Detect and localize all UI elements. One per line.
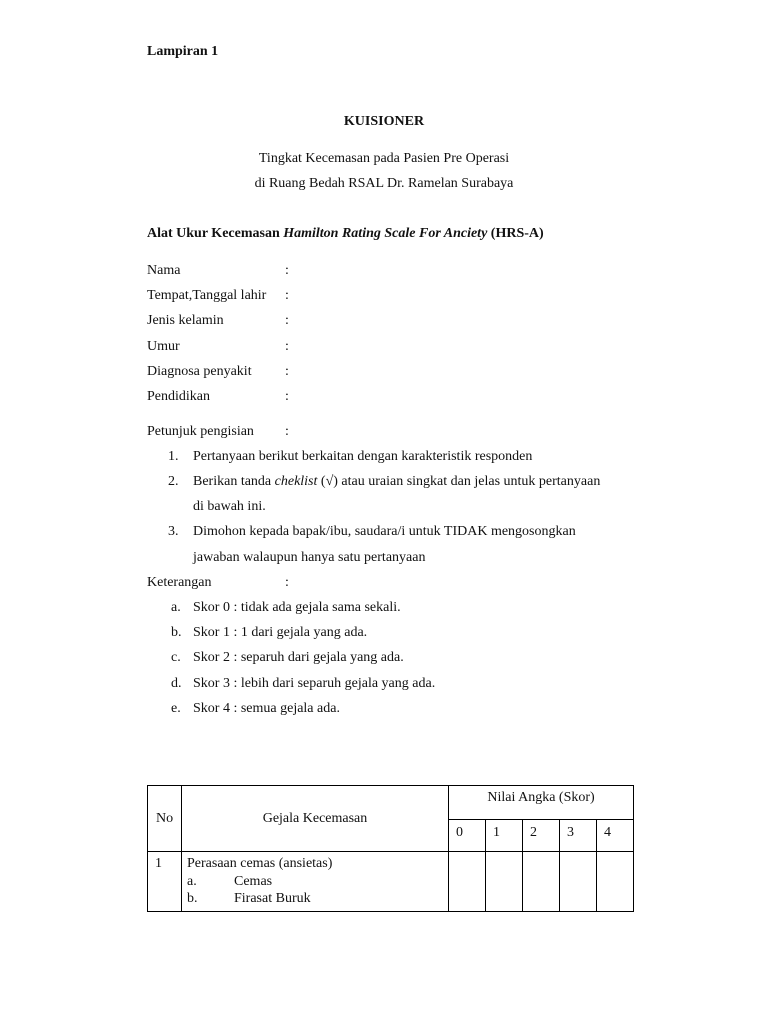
keterangan-text: Skor 0 : tidak ada gejala sama sekali.: [193, 600, 401, 615]
instructions-label: Petunjuk pengisian: [147, 424, 254, 439]
row-subitem-letter: b.: [187, 891, 198, 906]
field-colon: :: [285, 313, 289, 328]
score-cell-3[interactable]: [560, 852, 597, 912]
row-subitem-text: Firasat Buruk: [234, 891, 311, 906]
score-header-3: 3: [560, 820, 597, 852]
field-colon: :: [285, 288, 289, 303]
questionnaire-table: [147, 785, 634, 912]
score-header-1: 1: [486, 820, 523, 852]
page-title: KUISIONER: [343, 114, 425, 129]
field-label-nama: Nama: [147, 263, 181, 278]
field-label-umur: Umur: [147, 339, 180, 354]
header-score-group: Nilai Angka (Skor): [449, 786, 634, 820]
table-header-row: [148, 786, 634, 820]
score-cell-1[interactable]: [486, 852, 523, 912]
instruction-text-after: (√) atau uraian singkat dan jelas untuk pertanyaan: [317, 474, 601, 489]
instructions-colon: :: [285, 424, 289, 439]
field-colon: :: [285, 339, 289, 354]
instruction-text-italic: cheklist: [274, 474, 318, 489]
row-symptom-title: Perasaan cemas (ansietas): [187, 856, 333, 871]
instruction-text-continued: di bawah ini.: [193, 499, 266, 514]
scale-heading-prefix: Alat Ukur Kecemasan: [147, 226, 284, 241]
score-header-0: 0: [449, 820, 486, 852]
score-cell-2[interactable]: [523, 852, 560, 912]
score-cell-0[interactable]: [449, 852, 486, 912]
keterangan-colon: :: [285, 575, 289, 590]
table-row: [148, 852, 634, 912]
instruction-number: 3.: [168, 524, 179, 539]
row-number: 1: [148, 852, 182, 912]
row-subitem-text: Cemas: [234, 873, 273, 889]
keterangan-label: Keterangan: [147, 575, 212, 590]
field-colon: :: [285, 263, 289, 278]
row-subitem-letter: a.: [187, 873, 197, 889]
keterangan-letter: d.: [171, 676, 182, 691]
scale-heading: [147, 227, 544, 241]
keterangan-letter: e.: [171, 701, 181, 716]
keterangan-letter: b.: [171, 625, 182, 640]
score-header-4: 4: [597, 820, 634, 852]
score-header-2: 2: [523, 820, 560, 852]
scale-heading-suffix: (HRS-A): [487, 226, 544, 241]
keterangan-letter: c.: [171, 650, 181, 665]
row-subitem: [187, 890, 448, 908]
field-colon: :: [285, 389, 289, 404]
field-label-jenis-kelamin: Jenis kelamin: [147, 313, 224, 328]
subtitle-line-1: Tingkat Kecemasan pada Pasien Pre Operasi: [258, 151, 510, 166]
keterangan-letter: a.: [171, 600, 181, 615]
instruction-text: Dimohon kepada bapak/ibu, saudara/i untuk TIDAK mengosongkan: [193, 524, 576, 539]
keterangan-text: Skor 1 : 1 dari gejala yang ada.: [193, 625, 368, 640]
instruction-number: 2.: [168, 474, 179, 489]
subtitle-line-2: di Ruang Bedah RSAL Dr. Ramelan Surabaya: [254, 176, 514, 191]
keterangan-text: Skor 2 : separuh dari gejala yang ada.: [193, 650, 404, 665]
row-symptom: [182, 852, 449, 912]
header-symptom: Gejala Kecemasan: [182, 786, 449, 852]
instruction-text: Pertanyaan berikut berkaitan dengan karakteristik responden: [193, 449, 533, 464]
field-colon: :: [285, 364, 289, 379]
row-subitem: [187, 873, 448, 891]
instruction-text: [193, 475, 600, 489]
instruction-text-continued: jawaban walaupun hanya satu pertanyaan: [193, 550, 426, 565]
scale-heading-name: Hamilton Rating Scale For Anciety: [283, 226, 488, 241]
header-no: No: [148, 786, 182, 852]
field-label-diagnosa-penyakit: Diagnosa penyakit: [147, 364, 252, 379]
field-label-tempat-tanggal-lahir: Tempat,Tanggal lahir: [147, 288, 267, 303]
instruction-number: 1.: [168, 449, 179, 464]
keterangan-text: Skor 4 : semua gejala ada.: [193, 701, 340, 716]
score-cell-4[interactable]: [597, 852, 634, 912]
field-label-pendidikan: Pendidikan: [147, 389, 210, 404]
attachment-label: Lampiran 1: [147, 44, 219, 59]
keterangan-text: Skor 3 : lebih dari separuh gejala yang ada.: [193, 676, 436, 691]
instruction-text-before: Berikan tanda: [193, 474, 275, 489]
